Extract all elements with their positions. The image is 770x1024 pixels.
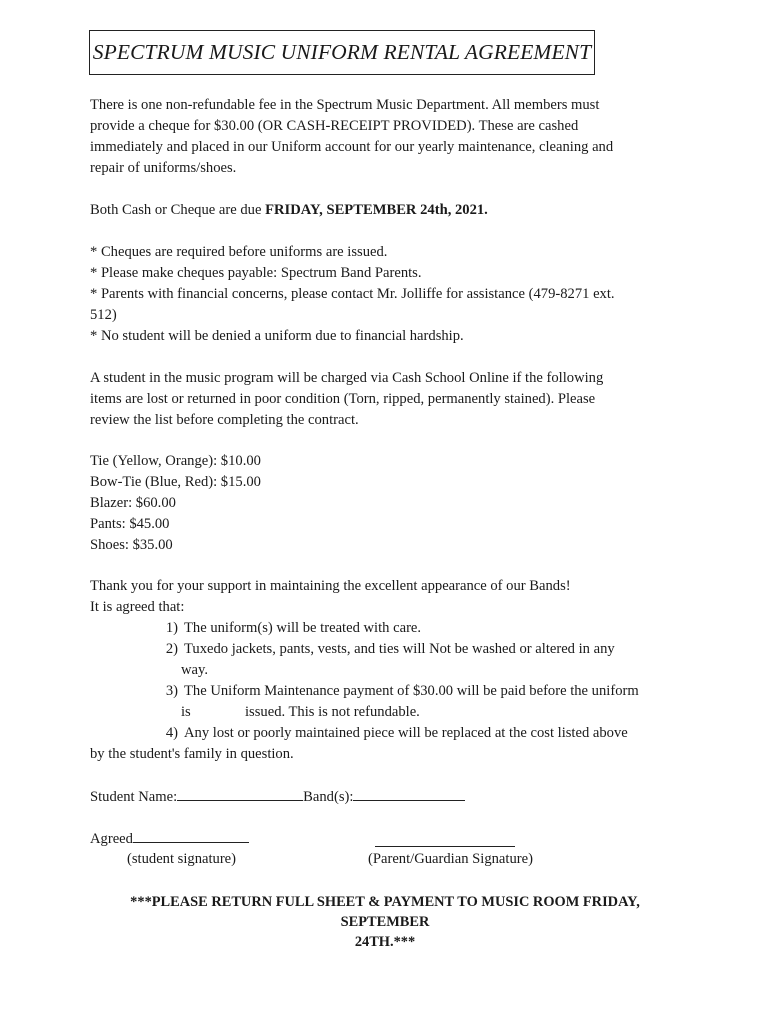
price-item: Pants: $45.00: [90, 516, 170, 532]
price-list: [90, 451, 680, 556]
term-number: 2): [165, 641, 178, 657]
due-date: FRIDAY, SEPTEMBER 24th, 2021.: [265, 202, 488, 218]
charge-line: review the list before completing the contract.: [90, 412, 359, 428]
agreed-row: [90, 828, 249, 850]
student-name-field[interactable]: [177, 786, 303, 801]
return-notice-line: ***PLEASE RETURN FULL SHEET & PAYMENT TO MUSIC ROOM FRIDAY, SEPTEMBER: [130, 894, 640, 930]
price-item: Bow-Tie (Blue, Red): $15.00: [90, 474, 261, 490]
band-label: Band(s):: [303, 789, 354, 805]
student-info-row: [90, 786, 680, 807]
parent-signature-caption: (Parent/Guardian Signature): [368, 851, 533, 867]
document-title: SPECTRUM MUSIC UNIFORM RENTAL AGREEMENT: [92, 40, 592, 64]
term-number: 4): [165, 725, 178, 741]
student-name-label: Student Name:: [90, 789, 178, 805]
term-number: 1): [165, 620, 178, 636]
bullet-item: * Please make cheques payable: Spectrum Band Parents.: [90, 265, 422, 281]
term-number: 3): [165, 683, 178, 699]
term-item: [152, 618, 421, 639]
price-item: Tie (Yellow, Orange): $10.00: [90, 453, 261, 469]
student-info-line: [90, 786, 680, 807]
due-prefix: Both Cash or Cheque are due: [90, 202, 266, 218]
intro-line: immediately and placed in our Uniform account for our yearly maintenance, cleaning and: [90, 139, 614, 155]
term-text: Any lost or poorly maintained piece will be replaced at the cost listed above: [184, 725, 628, 741]
parent-signature-field[interactable]: [375, 832, 515, 847]
title-box: [89, 30, 595, 75]
due-line: [90, 200, 680, 221]
bullet-list: [90, 242, 680, 347]
charge-line: A student in the music program will be charged via Cash School Online if the following: [90, 370, 604, 386]
charge-paragraph: [90, 368, 680, 431]
bullet-item: * Parents with financial concerns, please contact Mr. Jolliffe for assistance (479-8271 ext.: [90, 286, 615, 302]
intro-line: repair of uniforms/shoes.: [90, 160, 237, 176]
student-signature-caption: (student signature): [127, 851, 237, 867]
term-item: [152, 639, 615, 660]
term-item: [152, 681, 639, 702]
term-continuation: way.: [181, 662, 209, 678]
bullet-item: * No student will be denied a uniform due to financial hardship.: [90, 328, 464, 344]
price-item: Blazer: $60.00: [90, 495, 176, 511]
term-continuation: is: [181, 704, 191, 720]
term-text: Tuxedo jackets, pants, vests, and ties will Not be washed or altered in any: [184, 641, 615, 657]
term-text: The uniform(s) will be treated with care.: [184, 620, 422, 636]
thanks-line: Thank you for your support in maintaining the excellent appearance of our Bands!: [90, 578, 571, 594]
agreed-label: Agreed: [90, 831, 133, 847]
bullet-item: * Cheques are required before uniforms are issued.: [90, 244, 388, 260]
return-notice-line: 24TH.***: [354, 934, 416, 950]
bullet-item: 512): [90, 307, 117, 323]
agreed-intro: It is agreed that:: [90, 599, 185, 615]
due-date-paragraph: [90, 200, 680, 221]
price-item: Shoes: $35.00: [90, 537, 173, 553]
return-notice: [90, 892, 680, 952]
terms-section: [90, 576, 680, 766]
signature-section: [90, 828, 680, 872]
student-signature-field[interactable]: [133, 828, 249, 843]
term-continuation: issued. This is not refundable.: [245, 704, 420, 720]
term-continuation: by the student's family in question.: [90, 746, 294, 762]
intro-line: provide a cheque for $30.00 (OR CASH-RECEIPT PROVIDED). These are cashed: [90, 118, 579, 134]
intro-line: There is one non-refundable fee in the Spectrum Music Department. All members must: [90, 97, 600, 113]
intro-paragraph: [90, 95, 680, 179]
term-text: The Uniform Maintenance payment of $30.00 will be paid before the uniform: [184, 683, 639, 699]
term-item: [152, 723, 628, 744]
charge-line: items are lost or returned in poor condition (Torn, ripped, permanently stained). Please: [90, 391, 596, 407]
band-field[interactable]: [353, 786, 465, 801]
